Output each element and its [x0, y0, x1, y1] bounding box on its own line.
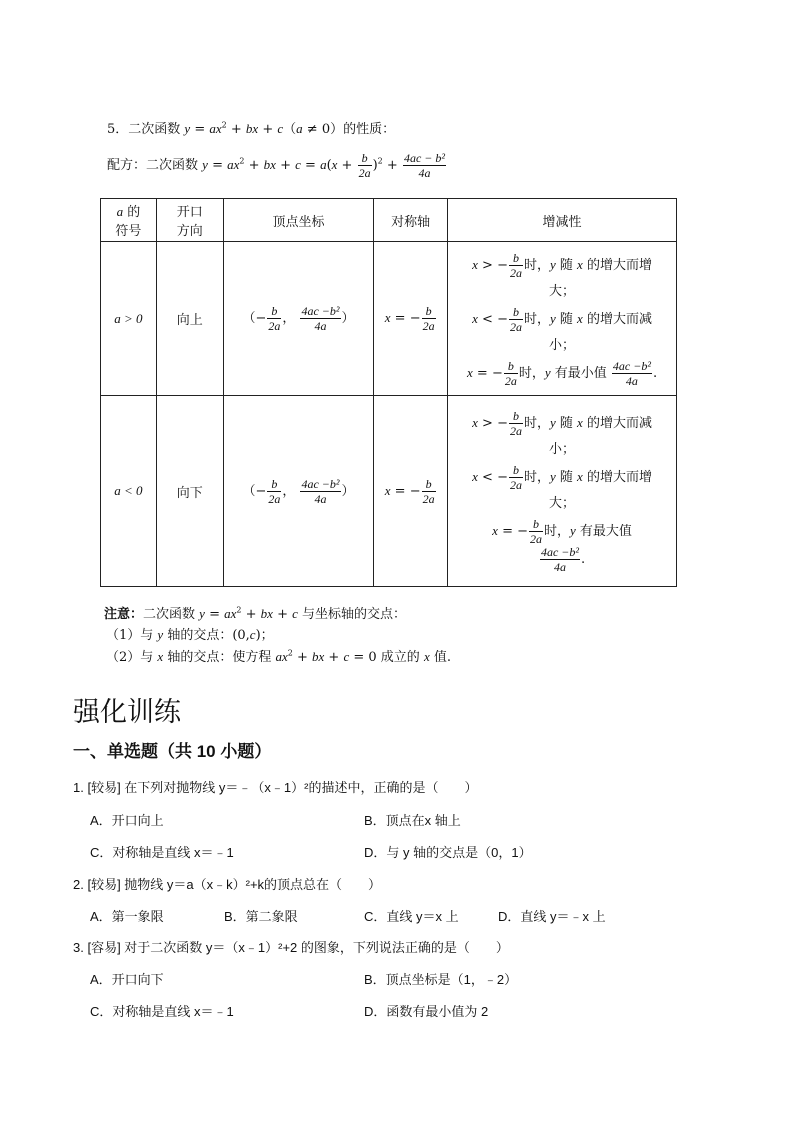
properties-table [100, 198, 677, 587]
q1-option-d[interactable]: D．与 y 轴的交点是（0，1） [364, 845, 532, 860]
vertex-cell: （− $\frac{b}{2a}$ ， $\frac{\text{4ac −b²}}{4a}$ ） [223, 242, 374, 396]
header-vertex: 顶点坐标 [223, 199, 374, 242]
monotonic-cell: x > − $\frac{b}{2a}$ 时，y 随 x 的增大而增 大； x < − $\frac{b}{2a}$ 时，y 随 x 的增大而减 小； x = − $\frac{b}{2a}$ 时，y 有最小值 $\frac{\text{4ac −b²}}{4a}$ . [448, 242, 677, 396]
header-direction: 开口 方向 [156, 199, 223, 242]
question-3-stem: 3. [容易] 对于二次函数 y＝（x﹣1）²+2 的图象，下列说法正确的是（ ） [73, 940, 509, 955]
direction-cell: 向下 [156, 396, 223, 587]
q3-option-b[interactable]: B．顶点坐标是（1，﹣2） [364, 972, 518, 987]
section5-title: 5．二次函数 $y = ax^2$ + bx + c（a ≠ 0）的性质： [107, 120, 396, 137]
training-heading: 强化训练 [73, 697, 181, 727]
table-row [101, 242, 677, 396]
sign-cell: a < 0 [101, 396, 157, 587]
monotonic-cell: x > − $\frac{b}{2a}$ 时，y 随 x 的增大而减 小； x < − $\frac{b}{2a}$ 时，y 随 x 的增大而增 大； x = − $\frac{b}{2a}$ 时，y 有最大值 $\frac{\text{4ac −b²}}{4a}$ . [448, 396, 677, 587]
section-heading: 一、单选题（共 10 小题） [73, 742, 272, 761]
q1-option-a[interactable]: A．开口向上 [90, 813, 164, 828]
axis-cell: x = − $\frac{b}{2a}$ [374, 242, 448, 396]
header-sign: a 的 符号 [101, 199, 157, 242]
note-item-1: （1）与 y 轴的交点：(0,c)； [106, 627, 274, 643]
q2-option-b[interactable]: B．第二象限 [224, 909, 298, 924]
header-monotonic: 增减性 [448, 199, 677, 242]
q1-option-c[interactable]: C．对称轴是直线 x＝﹣1 [90, 845, 234, 860]
q1-option-b[interactable]: B．顶点在x 轴上 [364, 813, 461, 828]
q2-option-a[interactable]: A．第一象限 [90, 909, 164, 924]
question-2-stem: 2. [较易] 抛物线 y＝a（x﹣k）²+k的顶点总在（ ） [73, 877, 382, 892]
sign-cell: a > 0 [101, 242, 157, 396]
q2-option-c[interactable]: C．直线 y＝x 上 [364, 909, 459, 924]
complete-square-line: 配方：二次函数 $y = ax^2$ + bx + c = a(x + $\frac{b}{2a}$ )$^2$ + $\frac{\text{4ac − b²}}{4a}$ [107, 151, 445, 180]
note-line: 注意：二次函数 $y = ax^2$ + bx + c 与坐标轴的交点： [104, 605, 407, 622]
note-label: 注意： [104, 607, 144, 622]
vertex-cell: （− $\frac{b}{2a}$ ， $\frac{\text{4ac −b²}}{4a}$ ） [223, 396, 374, 587]
q2-option-d[interactable]: D．直线 y＝﹣x 上 [498, 909, 606, 924]
table-row [101, 396, 677, 587]
header-axis: 对称轴 [374, 199, 448, 242]
q3-option-d[interactable]: D．函数有最小值为 2 [364, 1004, 489, 1019]
q3-option-a[interactable]: A．开口向下 [90, 972, 164, 987]
q3-option-c[interactable]: C．对称轴是直线 x＝﹣1 [90, 1004, 234, 1019]
axis-cell: x = − $\frac{b}{2a}$ [374, 396, 448, 587]
question-1-stem: 1. [较易] 在下列对抛物线 y＝﹣（x﹣1）²的描述中，正确的是（ ） [73, 780, 478, 795]
note-item-2: （2）与 x 轴的交点：使方程 $ax^2$ + bx + c = 0 成立的 x 值. [106, 648, 451, 665]
direction-cell: 向上 [156, 242, 223, 396]
